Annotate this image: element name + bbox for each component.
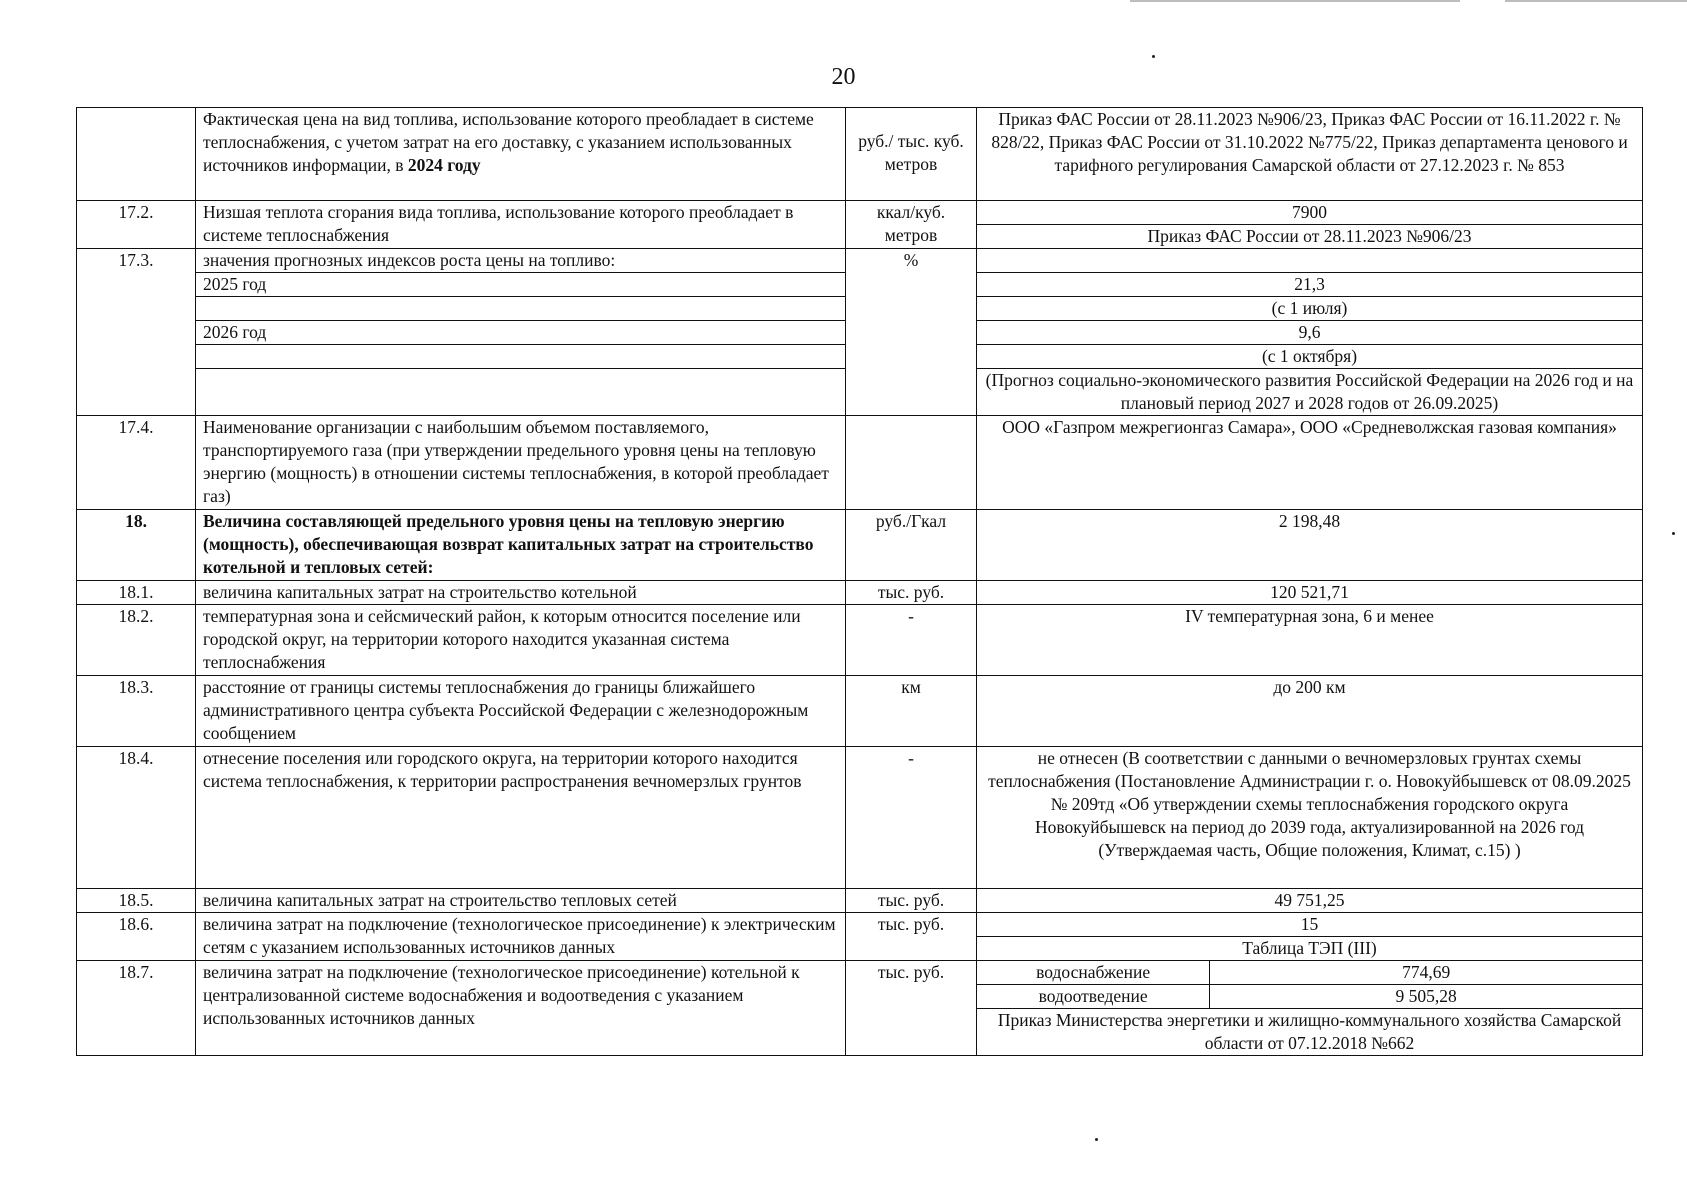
row-description: Низшая теплота сгорания вида топлива, использование которого преобладает в системе теплоснабжения — [196, 201, 846, 249]
row-unit: тыс. руб. — [846, 888, 977, 912]
water-supply-label: водоснабжение — [977, 961, 1210, 985]
row-description: величина капитальных затрат на строительство тепловых сетей — [196, 888, 846, 912]
value-subtable — [977, 961, 1642, 1055]
empty-line — [196, 345, 845, 369]
row-value: 2 198,48 — [977, 509, 1643, 580]
row-unit: - — [846, 604, 977, 675]
row-number: 18. — [77, 509, 196, 580]
row-unit — [846, 415, 977, 509]
row-unit: тыс. руб. — [846, 960, 977, 1055]
description-text: Фактическая цена на вид топлива, использование которого преобладает в системе теплоснабжения, с учетом затрат на его доставку, с указанием использованных источников информации, в — [203, 109, 814, 175]
year-label: 2026 год — [196, 321, 845, 345]
row-description: величина капитальных затрат на строительство котельной — [196, 580, 846, 604]
row-value — [977, 960, 1643, 1055]
table-row — [77, 912, 1643, 960]
index-value-2026: 9,6 — [977, 320, 1642, 344]
table-row — [77, 108, 1643, 201]
row-value: Приказ ФАС России от 28.11.2023 №906/23, Приказ ФАС России от 16.11.2022 г. № 828/22, Приказ ФАС России от 31.10.2022 №775/22, Приказ департамента ценового и тарифного регулирования Самарской области от 27.12.2023 г. № 853 — [977, 108, 1643, 201]
row-number — [77, 108, 196, 201]
empty-line — [196, 297, 845, 321]
scan-top-line-left — [1130, 0, 1460, 2]
source-cell: Приказ ФАС России от 28.11.2023 №906/23 — [1147, 226, 1472, 246]
year-label: 2025 год — [196, 273, 845, 297]
row-number: 18.4. — [77, 746, 196, 888]
empty-cell — [977, 249, 1642, 272]
row-number: 17.3. — [77, 249, 196, 416]
tariff-parameters-table — [76, 107, 1643, 1056]
scan-speck — [1152, 55, 1155, 58]
row-description: Величина составляющей предельного уровня цены на тепловую энергию (мощность), обеспечивающая возврат капитальных затрат на строительство котельной и тепловых сетей: — [196, 509, 846, 580]
source-cell: Приказ Министерства энергетики и жилищно-коммунального хозяйства Самарской области от 07.12.2018 №662 — [997, 1009, 1622, 1053]
row-value: ООО «Газпром межрегионгаз Самара», ООО «Средневолжская газовая компания» — [977, 415, 1643, 509]
water-disposal-label: водоотведение — [977, 984, 1210, 1008]
row-description: Наименование организации с наибольшим объемом поставляемого, транспортируемого газа (при утверждении предельного уровня цены на тепловую энергию (мощность) в отношении системы теплоснабжения, в которой преобладает газ) — [196, 415, 846, 509]
row-number: 18.6. — [77, 912, 196, 960]
row-description: температурная зона и сейсмический район, к которым относится поселение или городской округ, на территории которого находится указанная система теплоснабжения — [196, 604, 846, 675]
row-unit — [846, 108, 977, 201]
scan-speck — [1672, 532, 1675, 535]
table-row — [77, 960, 1643, 1055]
row-description: величина затрат на подключение (технологическое присоединение) к электрическим сетям с указанием использованных источников данных — [196, 912, 846, 960]
row-value: 49 751,25 — [977, 888, 1643, 912]
description-bold-text: 2024 году — [407, 155, 481, 175]
row-unit: руб./Гкал — [846, 509, 977, 580]
table-row — [77, 415, 1643, 509]
description-lines — [196, 249, 845, 413]
table-row — [77, 249, 1643, 416]
row-unit: тыс. руб. — [846, 580, 977, 604]
index-value-2025: 21,3 — [977, 272, 1642, 296]
forecast-source: (Прогноз социально-экономического развития Российской Федерации на 2026 год и на плановый период 2027 и 2028 годов от 26.09.2025) — [985, 369, 1634, 413]
row-value — [977, 249, 1643, 416]
row-value: IV температурная зона, 6 и менее — [977, 604, 1643, 675]
table-row — [77, 604, 1643, 675]
row-value: не отнесен (В соответствии с данными о вечномерзловых грунтах схемы теплоснабжения (Постановление Администрации г. о. Новокуйбышевск от 08.09.2025 № 209тд «Об утверждении схемы теплоснабжения городского округа Новокуйбышевск на период до 2039 года, актуализированной на 2026 год (Утверждаемая часть, Общие положения, Климат, с.15) ) — [977, 746, 1643, 888]
row-value — [977, 912, 1643, 960]
source-cell: Таблица ТЭП (III) — [1242, 937, 1377, 958]
page-number: 20 — [831, 64, 856, 90]
row-description: величина затрат на подключение (технологическое присоединение) котельной к централизованной системе водоснабжения и водоотведения с указанием использованных источников данных — [196, 960, 846, 1055]
row-number: 18.2. — [77, 604, 196, 675]
row-description — [196, 249, 846, 416]
row-unit: км — [846, 675, 977, 746]
scan-top-line-right — [1505, 0, 1687, 2]
description-text: значения прогнозных индексов роста цены на топливо: — [196, 249, 845, 273]
row-description: отнесение поселения или городского округа, на территории которого находится система теплоснабжения, к территории распространения вечномерзлых грунтов — [196, 746, 846, 888]
row-number: 18.5. — [77, 888, 196, 912]
row-number: 18.1. — [77, 580, 196, 604]
table-row — [77, 746, 1643, 888]
unit-text: руб./ тыс. куб. метров — [858, 131, 964, 174]
value-subtable — [977, 913, 1642, 960]
value-cell: 7900 — [977, 201, 1642, 225]
water-supply-value: 774,69 — [1210, 961, 1642, 985]
row-description — [196, 108, 846, 201]
index-note-2025: (с 1 июля) — [977, 296, 1642, 320]
row-unit: тыс. руб. — [846, 912, 977, 960]
value-cell: 15 — [977, 913, 1642, 937]
value-subtable — [977, 249, 1642, 415]
row-number: 17.2. — [77, 201, 196, 249]
table-row — [77, 580, 1643, 604]
row-number: 18.3. — [77, 675, 196, 746]
row-unit: - — [846, 746, 977, 888]
table-row — [77, 888, 1643, 912]
row-value: 120 521,71 — [977, 580, 1643, 604]
row-number: 17.4. — [77, 415, 196, 509]
table-row — [77, 509, 1643, 580]
row-description: расстояние от границы системы теплоснабжения до границы ближайшего административного центра субъекта Российской Федерации с железнодорожным сообщением — [196, 675, 846, 746]
row-unit: ккал/куб. метров — [846, 201, 977, 249]
value-subtable — [977, 201, 1642, 248]
index-note-2026: (с 1 октября) — [977, 344, 1642, 368]
row-unit: % — [846, 249, 977, 416]
row-number: 18.7. — [77, 960, 196, 1055]
table-row — [77, 201, 1643, 249]
table-row — [77, 675, 1643, 746]
row-value: до 200 км — [977, 675, 1643, 746]
empty-line — [196, 369, 845, 413]
scan-speck — [1095, 1138, 1098, 1141]
water-disposal-value: 9 505,28 — [1210, 984, 1642, 1008]
row-value — [977, 201, 1643, 249]
